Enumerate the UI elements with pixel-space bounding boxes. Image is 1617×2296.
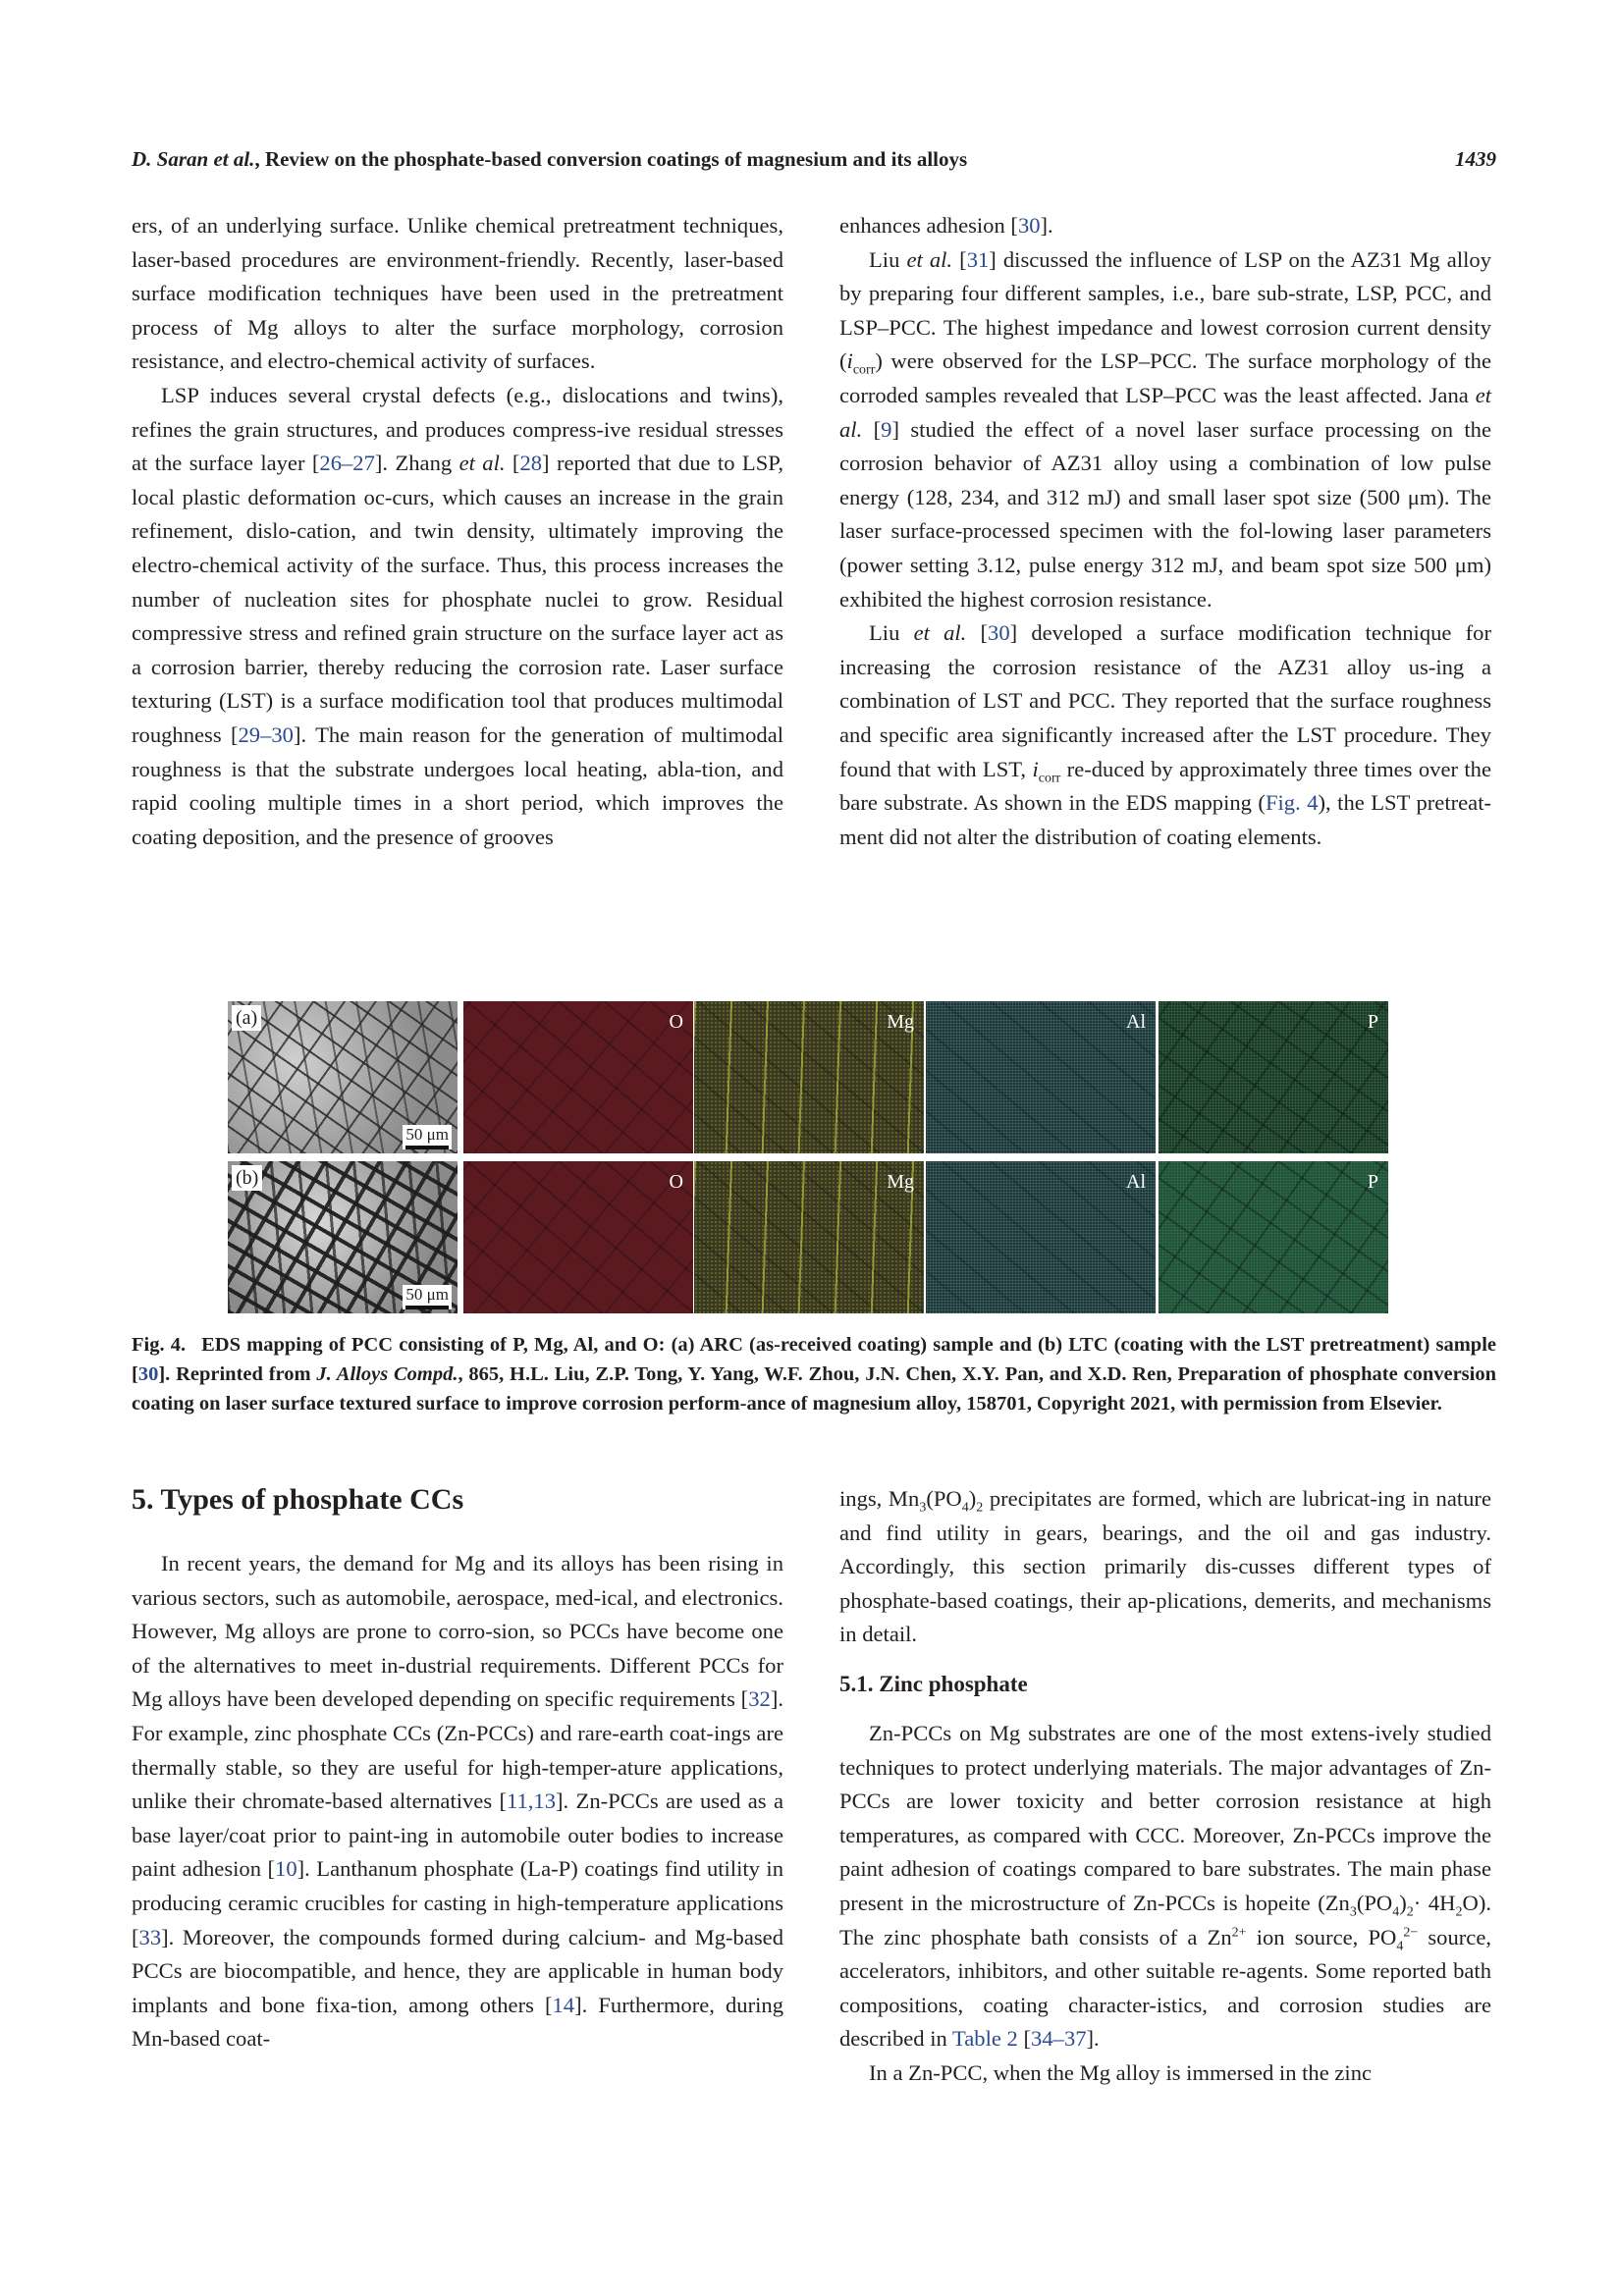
paragraph: enhances adhesion [30]. [839,213,1053,238]
paragraph: Liu et al. [30] developed a surface modification technique for increasing the corrosion resistance of the AZ31 alloy us-ing a combination of LST and PCC. They reported that the surface roughness and specific area significantly increased after the LST procedure. They found that with LST, $i_{corr}$ re-duced by approximately three times over the bare substrate. As shown in the EDS mapping (Fig. 4), the LST pretreat-ment did not alter the distribution of coating elements. [839,620,1491,849]
paragraph: In recent years, the demand for Mg and its alloys has been rising in various sectors, such as automobile, aerospace, med-ical, and electronics. However, Mg alloys are prone to corro-sion, so PCCs have become one of the alternatives to meet in-dustrial requirements. Different PCCs for Mg alloys have been developed depending on specific requirements [32]. For example, zinc phosphate CCs (Zn-PCCs) and rare-earth coat-ings are thermally stable, so they are useful for high-temper-ature applications, unlike their chromate-based alternatives [11,13]. Zn-PCCs are used as a base layer/coat prior to paint-ing in automobile outer bodies to increase paint adhesion [10]. Lanthanum phosphate (La-P) coatings find utility in producing ceramic crucibles for casting in high-temperature applications [33]. Moreover, the compounds formed during calcium- and Mg-based PCCs are biocompatible, and hence, they are applicable in human body implants and bone fixa-tion, among others [14]. Furthermore, during Mn-based coat- [132,1551,783,2052]
eds-map-al-a: Al [926,1001,1156,1153]
citation-link[interactable]: 26–27 [319,451,375,476]
left-column-top [132,209,783,854]
citation-link[interactable]: 30 [137,1363,159,1385]
scale-bar: 50 μm [403,1125,452,1149]
page-number: 1439 [1455,147,1496,171]
header-authors: D. Saran et al. [132,147,255,171]
sem-image-b [228,1161,458,1313]
figure-link[interactable]: Fig. 4 [1265,790,1319,816]
right-column-bottom [839,1482,1491,2091]
section-heading: 5. Types of phosphate CCs [132,1483,464,1516]
citation-link[interactable]: 29–30 [238,721,294,747]
paragraph: LSP induces several crystal defects (e.g., dislocations and twins), refines the grain structures, and produces compress-ive residual stresses at the surface layer [26–27]. Zhang et al. [28] reported that due to LSP, local plastic deformation oc-curs, which causes an increase in the grain refinement, dislo-cation, and twin density, ultimately improving the electro-chemical activity of the surface. Thus, this process increases the number of nucleation sites for phosphate nuclei to grow. Residual compressive stress and refined grain structure on the surface layer act as a corrosion barrier, thereby reducing the corrosion rate. Laser surface texturing (LST) is a surface modification tool that produces multimodal roughness [29–30]. The main reason for the generation of multimodal roughness is that the substrate undergoes local heating, abla-tion, and rapid cooling multiple times in a short period, which improves the coating deposition, and the presence of grooves [132,382,783,849]
paragraph: Zn-PCCs on Mg substrates are one of the most extens-ively studied techniques to protect underlying materials. The major advantages of Zn-PCCs are lower toxicity and better corrosion resistance at high temperatures, as compared with CCC. Moreover, Zn-PCCs improve the paint adhesion of coatings compared to bare substrates. The main phase present in the microstructure of Zn-PCCs is hopeite $(Zn_3(PO_4)_2\cdot 4H_2O)$. The zinc phosphate bath consists of a $Zn^{2+}$ ion source, $PO_4^{2-}$ source, accelerators, inhibitors, and other suitable re-agents. Some reported bath compositions, coating character-istics, and corrosion studies are described in Table 2 [34–37]. [839,1720,1491,2052]
running-header [132,147,1496,179]
citation-link[interactable]: 30 [1017,213,1041,238]
paragraph: Liu et al. [31] discussed the influence of LSP on the AZ31 Mg alloy by preparing four different samples, i.e., bare sub-strate, LSP, PCC, and LSP–PCC. The highest impedance and lowest corrosion current density $(i_{corr})$ were observed for the LSP–PCC. The surface morphology of the corroded samples revealed that LSP–PCC was the least affected. Jana et al. [9] studied the effect of a novel laser surface processing on the corrosion behavior of AZ31 alloy using a combination of low pulse energy (128, 234, and 312 mJ) and small laser spot size (500 μm). The laser surface-processed specimen with the fol-lowing laser parameters (power setting 3.12, pulse energy 312 mJ, and beam spot size 500 μm) exhibited the highest corrosion resistance. [839,246,1491,612]
citation-link[interactable]: 14 [552,1992,575,2017]
eds-map-al-b: Al [926,1161,1156,1313]
citation-link[interactable]: 28 [519,451,543,476]
citation-link[interactable]: 30 [988,620,1010,646]
left-column-bottom [132,1482,783,2056]
citation-link[interactable]: 32 [748,1686,771,1712]
eds-map-mg-b: Mg [694,1161,924,1313]
eds-map-p-b: P [1159,1161,1388,1313]
figure-caption: Fig. 4. EDS mapping of PCC consisting of P, Mg, Al, and O: (a) ARC (as-received coating) sample and (b) LTC (coating with the LST pretreatment) sample [30]. Reprinted from J. Alloys Compd., 865, H.L. Liu, Z.P. Tong, Y. Yang, W.F. Zhou, J.N. Chen, X.Y. Pan, and X.D. Ren, Preparation of phosphate conversion coating on laser surface textured surface to improve corrosion perform-ance of magnesium alloy, 158701, Copyright 2021, with permission from Elsevier. [132,1334,1497,1415]
citation-link[interactable]: 10 [275,1856,297,1882]
paragraph: In a Zn-PCC, when the Mg alloy is immersed in the zinc [869,2059,1373,2085]
citation-link[interactable]: 11,13 [507,1789,557,1814]
citation-link[interactable]: 34–37 [1031,2026,1087,2052]
citation-link[interactable]: 33 [138,1924,162,1949]
citation-link[interactable]: 31 [966,246,990,272]
eds-map-o-a: O [463,1001,693,1153]
sem-image-a [228,1001,458,1153]
eds-map-o-b: O [463,1161,693,1313]
header-title: , Review on the phosphate-based conversion coatings of magnesium and its alloys [254,147,968,171]
right-column-top [839,209,1491,854]
eds-map-p-a: P [1159,1001,1388,1153]
panel-label: (b) [232,1165,262,1191]
panel-label: (a) [232,1005,261,1031]
figure-label: Fig. 4. [132,1334,187,1356]
table-link[interactable]: Table 2 [952,2026,1018,2052]
eds-map-mg-a: Mg [694,1001,924,1153]
citation-link[interactable]: 9 [881,416,892,442]
paragraph: ers, of an underlying surface. Unlike chemical pretreatment techniques, laser-based procedures are environment-friendly. Recently, laser-based surface modification techniques have been used in the pretreatment process of Mg alloys to alter the surface morphology, corrosion resistance, and electro-chemical activity of surfaces. [132,213,783,374]
figure-4-eds-mapping [228,1001,1388,1313]
subsection-heading: 5.1. Zinc phosphate [839,1671,1028,1696]
paragraph: ings, $Mn_3(PO_4)_2$ precipitates are formed, which are lubricat-ing in nature and find utility in gears, bearings, and the oil and gas industry. Accordingly, this section primarily dis-cusses different types of phosphate-based coatings, their ap-plications, demerits, and mechanisms in detail. [839,1486,1491,1647]
scale-bar: 50 μm [403,1285,452,1309]
